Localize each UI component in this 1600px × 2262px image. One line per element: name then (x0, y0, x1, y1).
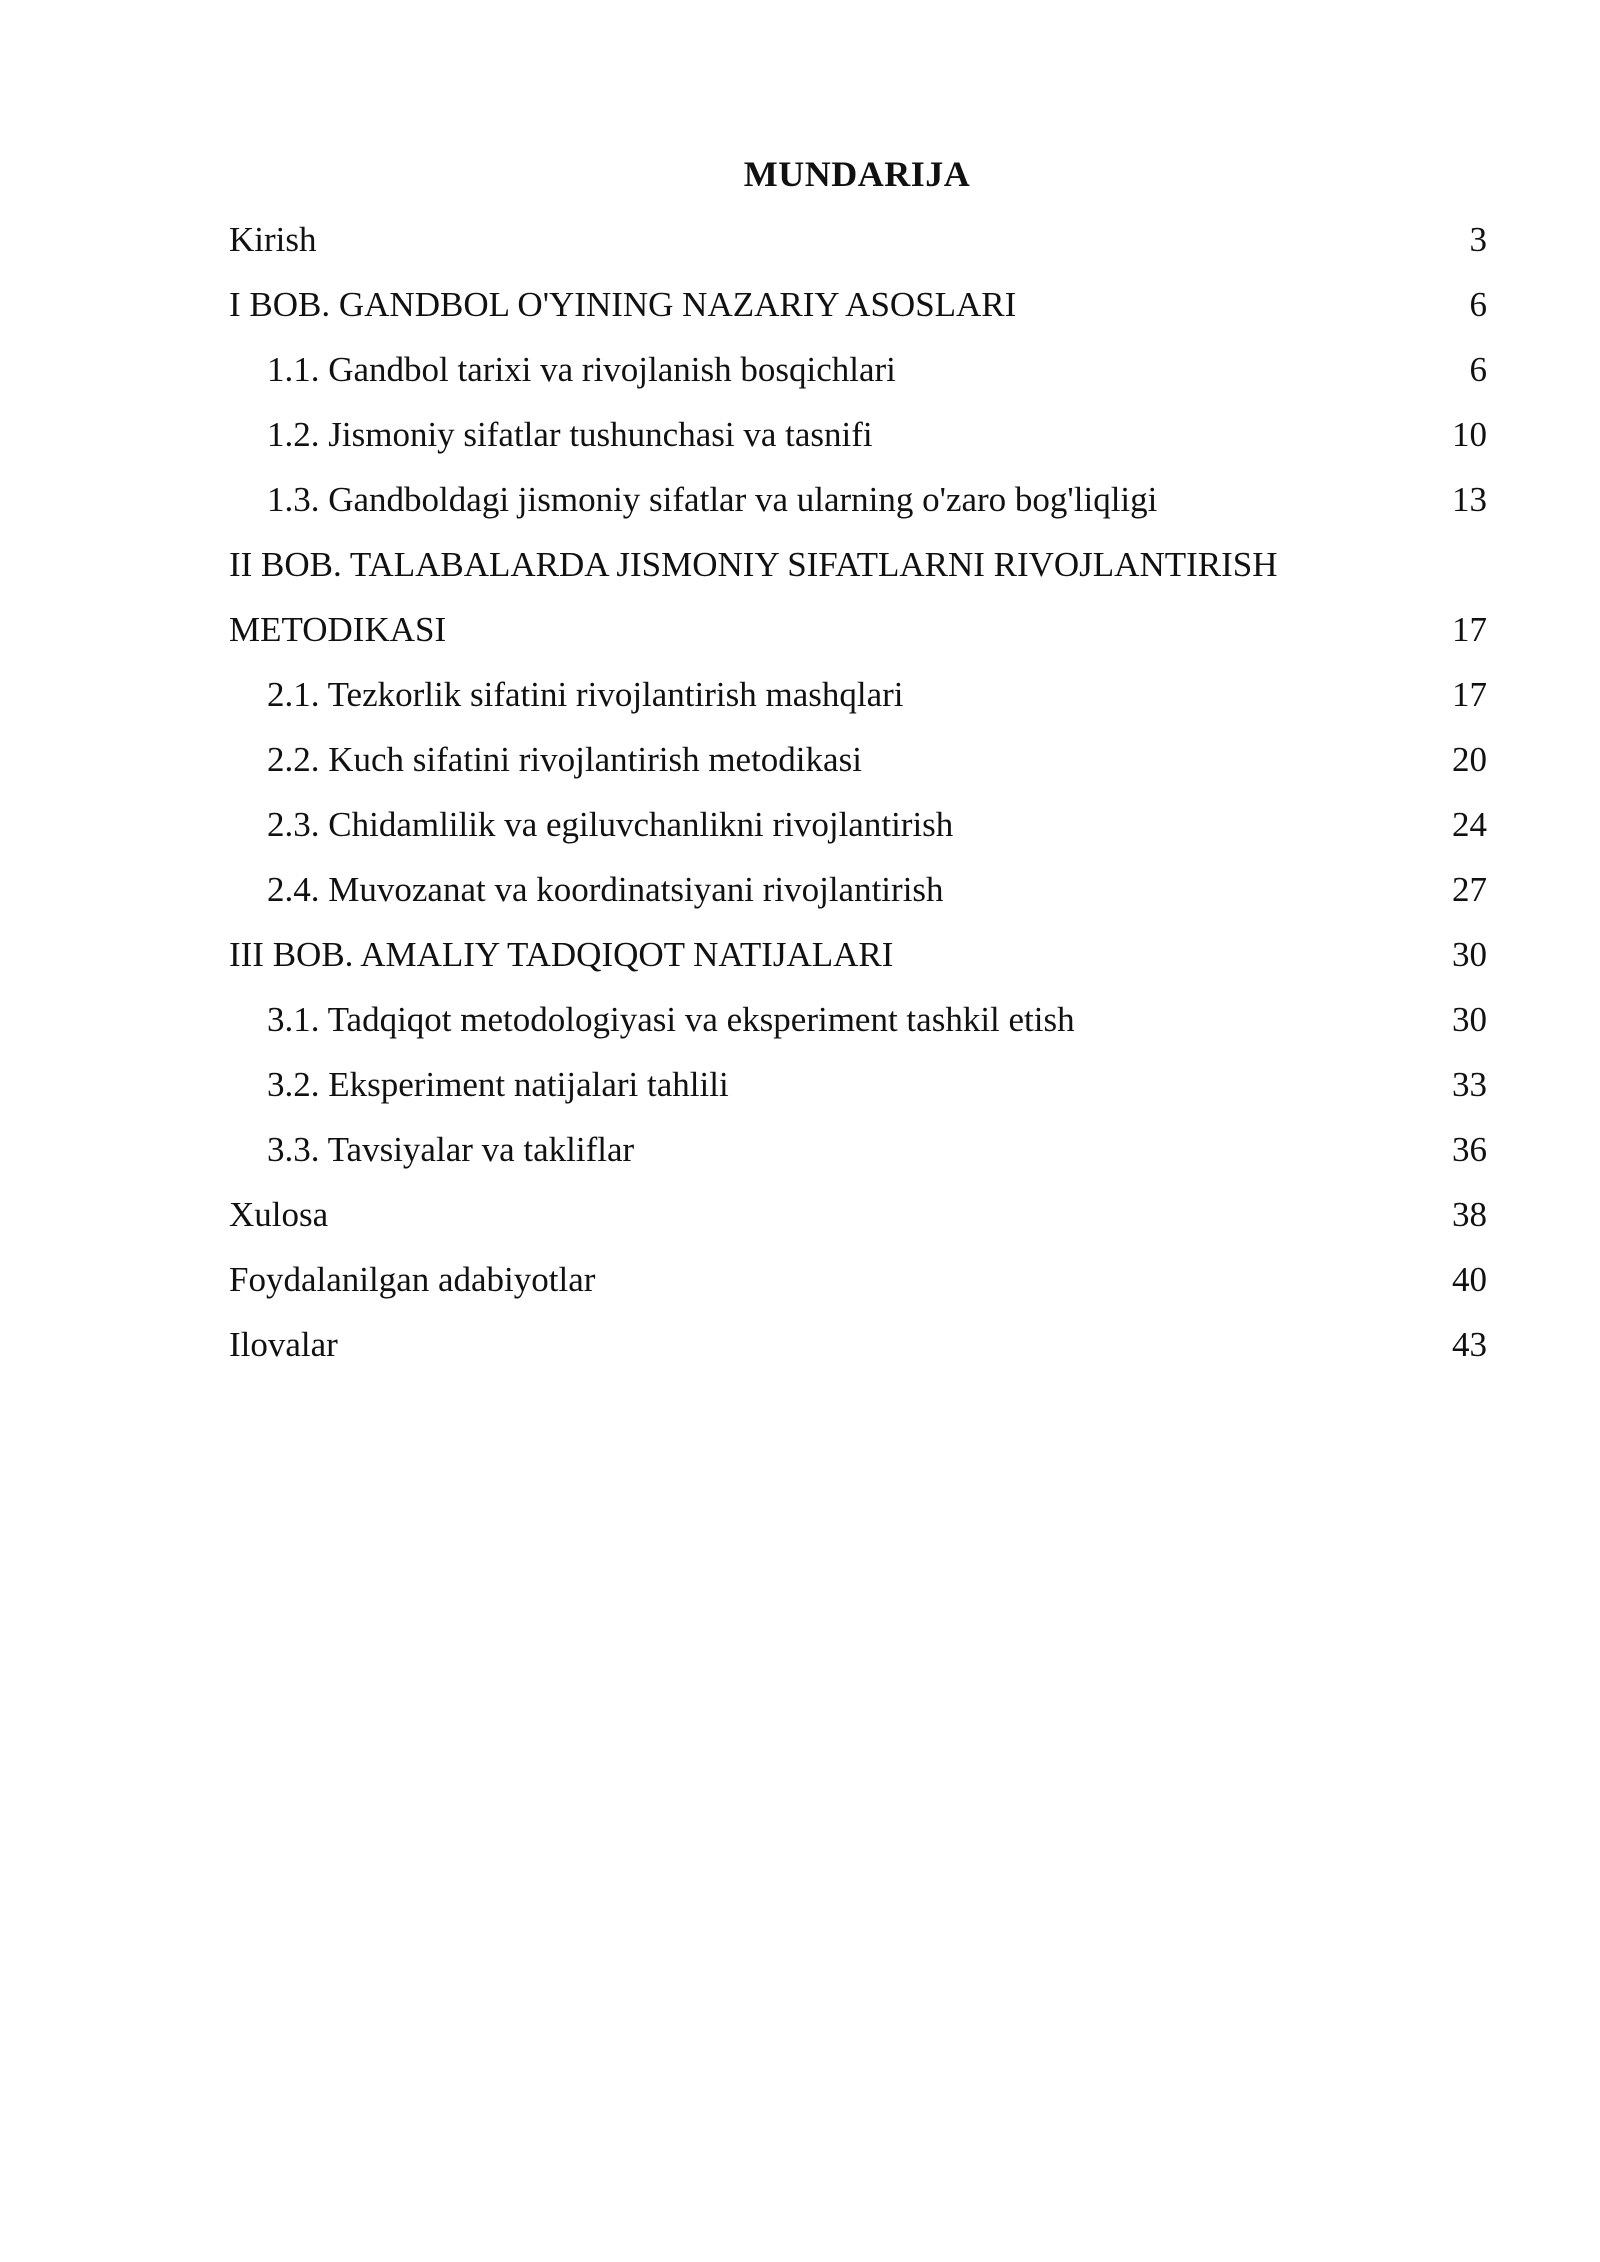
toc-entry-label: 2.2. Kuch sifatini rivojlantirish metodikasi (267, 740, 862, 779)
toc-entry-label: Foydalanilgan adabiyotlar (229, 1260, 596, 1299)
toc-entry-references (229, 1254, 1487, 1319)
toc-entry-section-1-1 (229, 344, 1487, 409)
toc-entry-label: III BOB. AMALIY TADQIQOT NATIJALARI (229, 935, 894, 974)
table-of-contents (229, 214, 1487, 1384)
toc-entry-chapter-3 (229, 929, 1487, 994)
toc-entry-page-number: 20 (1452, 740, 1487, 779)
toc-entry-label: 1.1. Gandbol tarixi va rivojlanish bosqichlari (267, 350, 896, 389)
toc-entry-section-3-2 (229, 1059, 1487, 1124)
toc-entry-label: 2.1. Tezkorlik sifatini rivojlantirish mashqlari (267, 675, 904, 714)
toc-entry-label: METODIKASI (229, 610, 447, 649)
toc-entry-page-number: 36 (1452, 1130, 1487, 1169)
toc-entry-page-number: 17 (1452, 610, 1487, 649)
toc-entry-label: Ilovalar (229, 1325, 338, 1364)
toc-entry-page-number: 30 (1452, 1000, 1487, 1039)
toc-entry-section-1-2 (229, 409, 1487, 474)
toc-entry-label: 3.3. Tavsiyalar va takliflar (267, 1130, 635, 1169)
toc-entry-page-number: 6 (1469, 350, 1487, 389)
toc-entry-label: 3.1. Tadqiqot metodologiyasi va eksperiment tashkil etish (267, 1000, 1075, 1039)
toc-entry-section-1-3 (229, 474, 1487, 539)
toc-entry-label: Xulosa (229, 1195, 329, 1234)
toc-entry-section-2-4 (229, 864, 1487, 929)
toc-entry-page-number: 10 (1452, 415, 1487, 454)
toc-entry-page-number: 24 (1452, 805, 1487, 844)
toc-entry-label: 2.3. Chidamlilik va egiluvchanlikni rivojlantirish (267, 805, 954, 844)
toc-entry-chapter-2-line-2 (229, 604, 1487, 669)
toc-entry-chapter-1 (229, 279, 1487, 344)
toc-entry-label: II BOB. TALABALARDA JISMONIY SIFATLARNI RIVOJLANTIRISH (229, 545, 1278, 584)
toc-entry-section-2-3 (229, 799, 1487, 864)
toc-entry-section-2-1 (229, 669, 1487, 734)
toc-entry-page-number: 38 (1452, 1195, 1487, 1234)
toc-entry-section-2-2 (229, 734, 1487, 799)
toc-entry-label: Kirish (229, 220, 317, 259)
toc-entry-page-number: 33 (1452, 1065, 1487, 1104)
toc-entry-page-number: 43 (1452, 1325, 1487, 1364)
toc-entry-appendices (229, 1319, 1487, 1384)
toc-entry-label: 3.2. Eksperiment natijalari tahlili (267, 1065, 729, 1104)
toc-entry-xulosa (229, 1189, 1487, 1254)
toc-entry-section-3-3 (229, 1124, 1487, 1189)
toc-title: MUNDARIJA (743, 154, 971, 194)
toc-entry-section-3-1 (229, 994, 1487, 1059)
toc-entry-page-number: 6 (1469, 285, 1487, 324)
toc-entry-page-number: 40 (1452, 1260, 1487, 1299)
toc-entry-page-number: 3 (1469, 220, 1487, 259)
toc-entry-label: 1.3. Gandboldagi jismoniy sifatlar va ularning o'zaro bog'liqligi (267, 480, 1158, 519)
toc-entry-chapter-2-line-1 (229, 539, 1487, 604)
toc-entry-label: I BOB. GANDBOL O'YINING NAZARIY ASOSLARI (229, 285, 1017, 324)
toc-entry-label: 1.2. Jismoniy sifatlar tushunchasi va tasnifi (267, 415, 873, 454)
toc-entry-page-number: 30 (1452, 935, 1487, 974)
toc-entry-label: 2.4. Muvozanat va koordinatsiyani rivojlantirish (267, 870, 944, 909)
toc-entry-page-number: 27 (1452, 870, 1487, 909)
toc-entry-page-number: 17 (1452, 675, 1487, 714)
toc-entry-page-number: 13 (1452, 480, 1487, 519)
toc-entry-kirish (229, 214, 1487, 279)
